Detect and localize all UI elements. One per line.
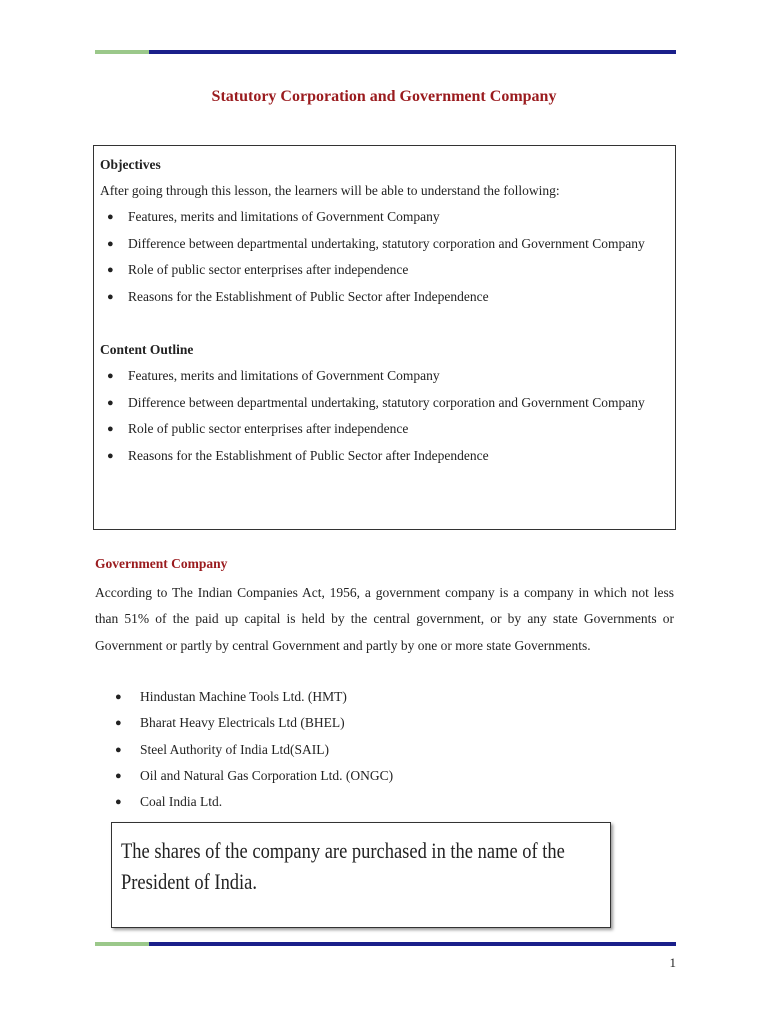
bullet-icon: ● <box>107 211 114 223</box>
list-item: ● Hindustan Machine Tools Ltd. (HMT) <box>95 684 393 710</box>
page-number: 1 <box>669 955 676 970</box>
objectives-heading: Objectives <box>100 157 161 172</box>
bullet-icon: ● <box>115 769 122 782</box>
callout-box <box>111 822 611 928</box>
list-item: ● Oil and Natural Gas Corporation Ltd. (ONGC) <box>95 763 393 789</box>
list-item: ● Difference between departmental undertaking, statutory corporation and Government Company <box>100 390 667 417</box>
government-company-definition: According to The Indian Companies Act, 1956, a government company is a company in which not less than 51% of the paid up capital is held by the central government, or by any state Governments or Government or partly by central Government and partly by one or more state Governments. <box>95 585 674 653</box>
bullet-icon: ● <box>107 423 114 435</box>
callout-text: The shares of the company are purchased in the name of the President of India. <box>121 838 565 894</box>
government-company-heading: Government Company <box>95 556 228 571</box>
footer-rule-navy <box>149 942 676 946</box>
list-item: ● Reasons for the Establishment of Public Sector after Independence <box>100 284 667 311</box>
bullet-icon: ● <box>115 691 122 703</box>
bullet-icon: ● <box>107 237 114 250</box>
list-item: ● Coal India Ltd. <box>95 789 393 815</box>
list-item: ● Difference between departmental undertaking, statutory corporation and Government Company <box>100 231 667 258</box>
bullet-icon: ● <box>107 264 114 276</box>
footer-rule-green <box>95 942 149 946</box>
footer-rule <box>95 942 676 946</box>
page-title: Statutory Corporation and Government Company <box>211 88 557 105</box>
bullet-icon: ● <box>107 290 114 303</box>
bullet-icon: ● <box>107 370 114 382</box>
content-outline-heading: Content Outline <box>100 342 194 357</box>
bullet-icon: ● <box>107 449 114 462</box>
spacer <box>100 310 667 336</box>
examples-list <box>95 684 393 815</box>
list-item: ● Features, merits and limitations of Government Company <box>100 363 667 390</box>
bullet-icon: ● <box>107 396 114 409</box>
content-outline-list <box>100 363 667 469</box>
list-item: ● Role of public sector enterprises after independence <box>100 416 667 443</box>
objectives-box <box>93 145 676 530</box>
bullet-icon: ● <box>115 743 122 756</box>
objectives-intro: After going through this lesson, the learners will be able to understand the following: <box>100 183 560 198</box>
list-item: ● Role of public sector enterprises after independence <box>100 257 667 284</box>
bullet-icon: ● <box>115 796 122 809</box>
header-rule-green <box>95 50 149 54</box>
header-rule-navy <box>149 50 676 54</box>
list-item: ● Bharat Heavy Electricals Ltd (BHEL) <box>95 710 393 736</box>
objectives-list <box>100 204 667 310</box>
list-item: ● Reasons for the Establishment of Public Sector after Independence <box>100 443 667 470</box>
list-item: ● Features, merits and limitations of Government Company <box>100 204 667 231</box>
bullet-icon: ● <box>115 717 122 730</box>
list-item: ● Steel Authority of India Ltd(SAIL) <box>95 737 393 763</box>
header-rule <box>95 50 676 54</box>
